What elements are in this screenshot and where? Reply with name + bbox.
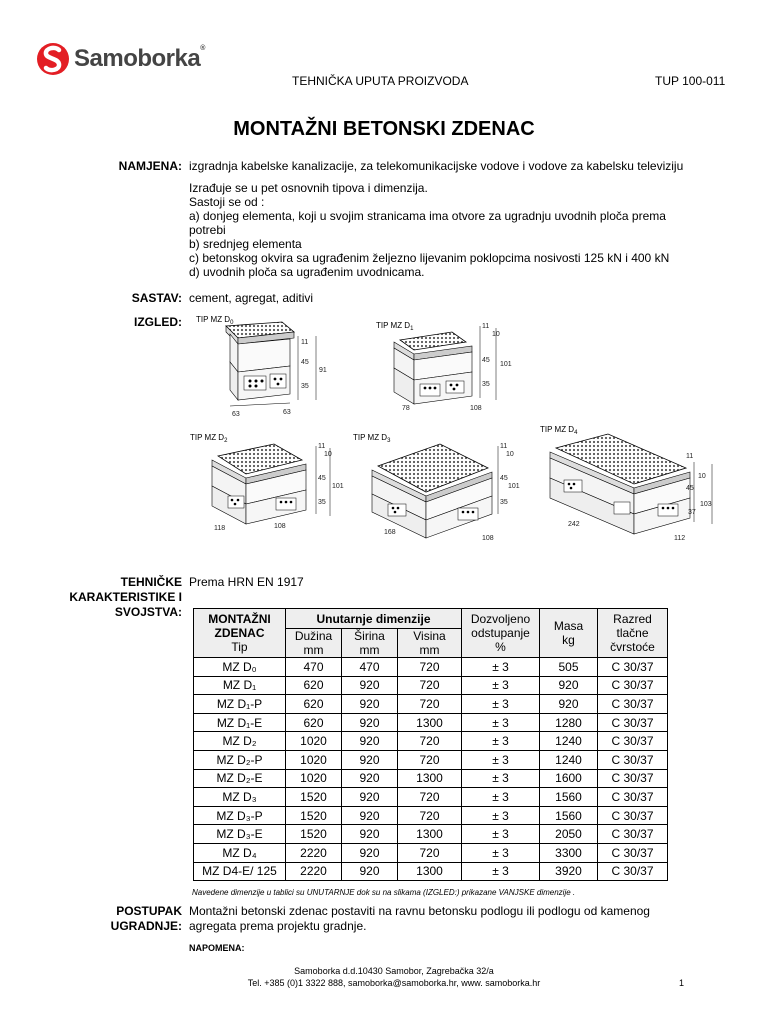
table-cell: MZ D₁-P [194, 695, 286, 714]
table-cell: 3300 [540, 843, 598, 862]
svg-text:35: 35 [482, 381, 490, 388]
table-cell: 720 [398, 695, 462, 714]
table-cell: 1280 [540, 713, 598, 732]
svg-text:103: 103 [700, 501, 712, 508]
svg-text:11: 11 [686, 453, 694, 460]
table-cell: 920 [342, 769, 398, 788]
table-cell: ± 3 [462, 769, 540, 788]
header-masa: Masa kg [540, 609, 598, 658]
table-cell: 2220 [286, 843, 342, 862]
svg-text:108: 108 [274, 523, 286, 530]
table-cell: ± 3 [462, 788, 540, 807]
table-cell: 920 [342, 750, 398, 769]
table-cell: 920 [342, 695, 398, 714]
table-cell: 720 [398, 658, 462, 677]
table-cell: 1600 [540, 769, 598, 788]
table-cell: 1240 [540, 750, 598, 769]
drawing-mz-d3 [353, 433, 520, 542]
drawing-mz-d2 [190, 433, 344, 532]
table-cell: 1300 [398, 825, 462, 844]
page-title: MONTAŽNI BETONSKI ZDENAC [233, 118, 535, 140]
namjena-text: izgradnja kabelske kanalizacije, za telekomunikacijske vodove i vodove za kabelsku televiziju [189, 159, 684, 173]
svg-text:101: 101 [500, 361, 512, 368]
table-cell: ± 3 [462, 806, 540, 825]
svg-text:63: 63 [283, 409, 291, 416]
header-visina: Visina mm [398, 629, 462, 658]
drawing-mz-d0 [196, 315, 327, 418]
table-cell: ± 3 [462, 732, 540, 751]
table-cell: 1300 [398, 862, 462, 881]
footer-contact: Tel. +385 (0)1 3322 888, samoborka@samoborka.hr, www. samoborka.hr [247, 978, 541, 988]
header-montazni: MONTAŽNI ZDENAC Tip [194, 609, 286, 658]
svg-text:91: 91 [319, 367, 327, 374]
standard-text: Prema HRN EN 1917 [189, 575, 304, 589]
table-cell: MZ D₃ [194, 788, 286, 807]
svg-text:11: 11 [500, 443, 508, 450]
table-cell: ± 3 [462, 862, 540, 881]
postupak-label: POSTUPAK UGRADNJE: [110, 904, 182, 933]
svg-text:11: 11 [301, 339, 309, 346]
table-cell: 720 [398, 750, 462, 769]
table-cell: MZ D₂ [194, 732, 286, 751]
sastav-label: SASTAV: [131, 291, 182, 305]
header-razred: Razred tlačne čvrstoće [598, 609, 668, 658]
table-row [194, 769, 668, 788]
table-cell: 920 [540, 676, 598, 695]
table-cell: C 30/37 [598, 788, 668, 807]
specification-table [193, 608, 668, 881]
table-row [194, 806, 668, 825]
sastav-text: cement, agregat, aditivi [189, 291, 314, 305]
drawing-mz-d1 [376, 321, 512, 412]
table-cell: C 30/37 [598, 658, 668, 677]
table-cell: 470 [286, 658, 342, 677]
svg-text:10: 10 [698, 473, 706, 480]
table-cell: ± 3 [462, 695, 540, 714]
svg-text:35: 35 [301, 383, 309, 390]
table-cell: 2220 [286, 862, 342, 881]
svg-text:45: 45 [318, 475, 326, 482]
table-row [194, 695, 668, 714]
svg-text:35: 35 [500, 499, 508, 506]
table-cell: 1560 [540, 806, 598, 825]
table-cell: 720 [398, 676, 462, 695]
table-cell: 620 [286, 676, 342, 695]
table-cell: 1300 [398, 769, 462, 788]
table-cell: 1520 [286, 825, 342, 844]
table-row [194, 843, 668, 862]
table-cell: 920 [540, 695, 598, 714]
svg-text:78: 78 [402, 405, 410, 412]
table-cell: 920 [342, 862, 398, 881]
table-cell: 920 [342, 806, 398, 825]
table-row [194, 713, 668, 732]
table-cell: C 30/37 [598, 695, 668, 714]
tehnicke-label: TEHNIČKE KARAKTERISTIKE I SVOJSTVA: [69, 575, 182, 619]
table-cell: MZ D4-E/ 125 [194, 862, 286, 881]
document-code: TUP 100-011 [655, 74, 726, 88]
table-cell: MZ D₄ [194, 843, 286, 862]
table-row [194, 732, 668, 751]
svg-text:112: 112 [674, 535, 686, 542]
table-cell: 1560 [540, 788, 598, 807]
table-row [194, 676, 668, 695]
svg-text:10: 10 [492, 331, 500, 338]
table-cell: 920 [342, 676, 398, 695]
table-cell: 3920 [540, 862, 598, 881]
table-cell: ± 3 [462, 713, 540, 732]
namjena-description: Izrađuje se u pet osnovnih tipova i dimenzija. Sastoji se od : a) donjeg elementa, koji u svojim stranicama ima otvore za ugradnju uvodnih ploča prema potrebi b) srednjeg elementa c) betonskog okvira sa ugrađenim željezno lijevanim poklopcima nosivosti 125 kN i 400 kN d) uvodnih ploča sa ugrađenim uvodnicama. [189, 181, 670, 279]
table-cell: ± 3 [462, 658, 540, 677]
svg-text:TIP MZ D0: TIP MZ $D_0$ [196, 315, 234, 326]
document-type: TEHNIČKA UPUTA PROIZVODA [292, 74, 469, 88]
table-cell: 1020 [286, 732, 342, 751]
table-cell: 1520 [286, 788, 342, 807]
table-cell: 920 [342, 732, 398, 751]
svg-text:35: 35 [318, 499, 326, 506]
table-cell: C 30/37 [598, 862, 668, 881]
table-cell: ± 3 [462, 825, 540, 844]
table-cell: C 30/37 [598, 825, 668, 844]
header-unutarnje: Unutarnje dimenzije [286, 609, 462, 629]
svg-text:63: 63 [232, 411, 240, 418]
namjena-label: NAMJENA: [118, 159, 182, 173]
manhole-drawings [188, 308, 728, 548]
table-cell: 620 [286, 713, 342, 732]
svg-text:11: 11 [318, 443, 326, 450]
svg-text:10: 10 [506, 451, 514, 458]
svg-text:TIP MZ D3: TIP MZ $D_3$ [353, 433, 391, 444]
table-cell: 920 [342, 713, 398, 732]
header-sirina: Širina mm [342, 629, 398, 658]
svg-text:45: 45 [301, 359, 309, 366]
svg-text:37: 37 [688, 509, 696, 516]
svg-text:45: 45 [500, 475, 508, 482]
table-cell: 920 [342, 788, 398, 807]
table-cell: MZ D₂-E [194, 769, 286, 788]
samoborka-logo-icon [36, 40, 70, 78]
svg-text:101: 101 [332, 483, 344, 490]
table-cell: C 30/37 [598, 732, 668, 751]
table-cell: ± 3 [462, 843, 540, 862]
table-cell: 1300 [398, 713, 462, 732]
table-cell: 2050 [540, 825, 598, 844]
table-cell: ± 3 [462, 676, 540, 695]
izgled-label: IZGLED: [134, 315, 182, 329]
table-cell: 1240 [540, 732, 598, 751]
table-cell: 920 [342, 843, 398, 862]
table-cell: C 30/37 [598, 806, 668, 825]
table-cell: ± 3 [462, 750, 540, 769]
svg-text:TIP MZ D1: TIP MZ $D_1$ [376, 321, 414, 332]
table-cell: C 30/37 [598, 769, 668, 788]
svg-text:242: 242 [568, 521, 580, 528]
table-cell: 720 [398, 732, 462, 751]
table-cell: MZ D₀ [194, 658, 286, 677]
svg-text:118: 118 [214, 525, 226, 532]
svg-text:11: 11 [482, 323, 490, 330]
table-cell: MZ D₃-E [194, 825, 286, 844]
header-dozvoljeno: Dozvoljeno odstupanje % [462, 609, 540, 658]
table-cell: 620 [286, 695, 342, 714]
header-duzina: Dužina mm [286, 629, 342, 658]
table-cell: MZ D₃-P [194, 806, 286, 825]
page-number: 1 [679, 978, 685, 988]
svg-text:TIP MZ D2: TIP MZ $D_2$ [190, 433, 228, 444]
table-row [194, 862, 668, 881]
drawing-mz-d4 [540, 425, 712, 542]
svg-text:10: 10 [324, 451, 332, 458]
napomena-label: NAPOMENA: [189, 943, 245, 953]
footer-address: Samoborka d.d.10430 Samobor, Zagrebačka 32/a [294, 966, 494, 976]
svg-text:168: 168 [384, 529, 396, 536]
table-row [194, 750, 668, 769]
table-cell: MZ D₁ [194, 676, 286, 695]
samoborka-logo [36, 40, 205, 78]
svg-text:108: 108 [482, 535, 494, 542]
table-cell: C 30/37 [598, 676, 668, 695]
table-cell: 505 [540, 658, 598, 677]
svg-text:101: 101 [508, 483, 520, 490]
postupak-text: Montažni betonski zdenac postaviti na ravnu betonsku podlogu ili podlogu od kamenog agregata prema projektu gradnje. [189, 904, 650, 933]
svg-text:45: 45 [686, 485, 694, 492]
table-header-row [194, 609, 668, 629]
table-cell: 720 [398, 843, 462, 862]
svg-text:45: 45 [482, 357, 490, 364]
table-cell: C 30/37 [598, 750, 668, 769]
table-cell: C 30/37 [598, 713, 668, 732]
table-row [194, 825, 668, 844]
table-row [194, 658, 668, 677]
brand-name: Samoborka® [74, 45, 205, 72]
table-cell: 720 [398, 806, 462, 825]
table-cell: MZ D₁-E [194, 713, 286, 732]
table-cell: 920 [342, 825, 398, 844]
table-row [194, 788, 668, 807]
svg-text:108: 108 [470, 405, 482, 412]
table-note: Navedene dimenzije u tablici su UNUTARNJE dok su na slikama (IZGLED:) prikazane VANJSKE dimenzije . [192, 888, 576, 897]
table-cell: C 30/37 [598, 843, 668, 862]
table-cell: 1520 [286, 806, 342, 825]
table-cell: 470 [342, 658, 398, 677]
table-cell: 1020 [286, 769, 342, 788]
svg-text:TIP MZ D4: TIP MZ $D_4$ [540, 425, 578, 436]
table-cell: 720 [398, 788, 462, 807]
table-cell: MZ D₂-P [194, 750, 286, 769]
table-cell: 1020 [286, 750, 342, 769]
